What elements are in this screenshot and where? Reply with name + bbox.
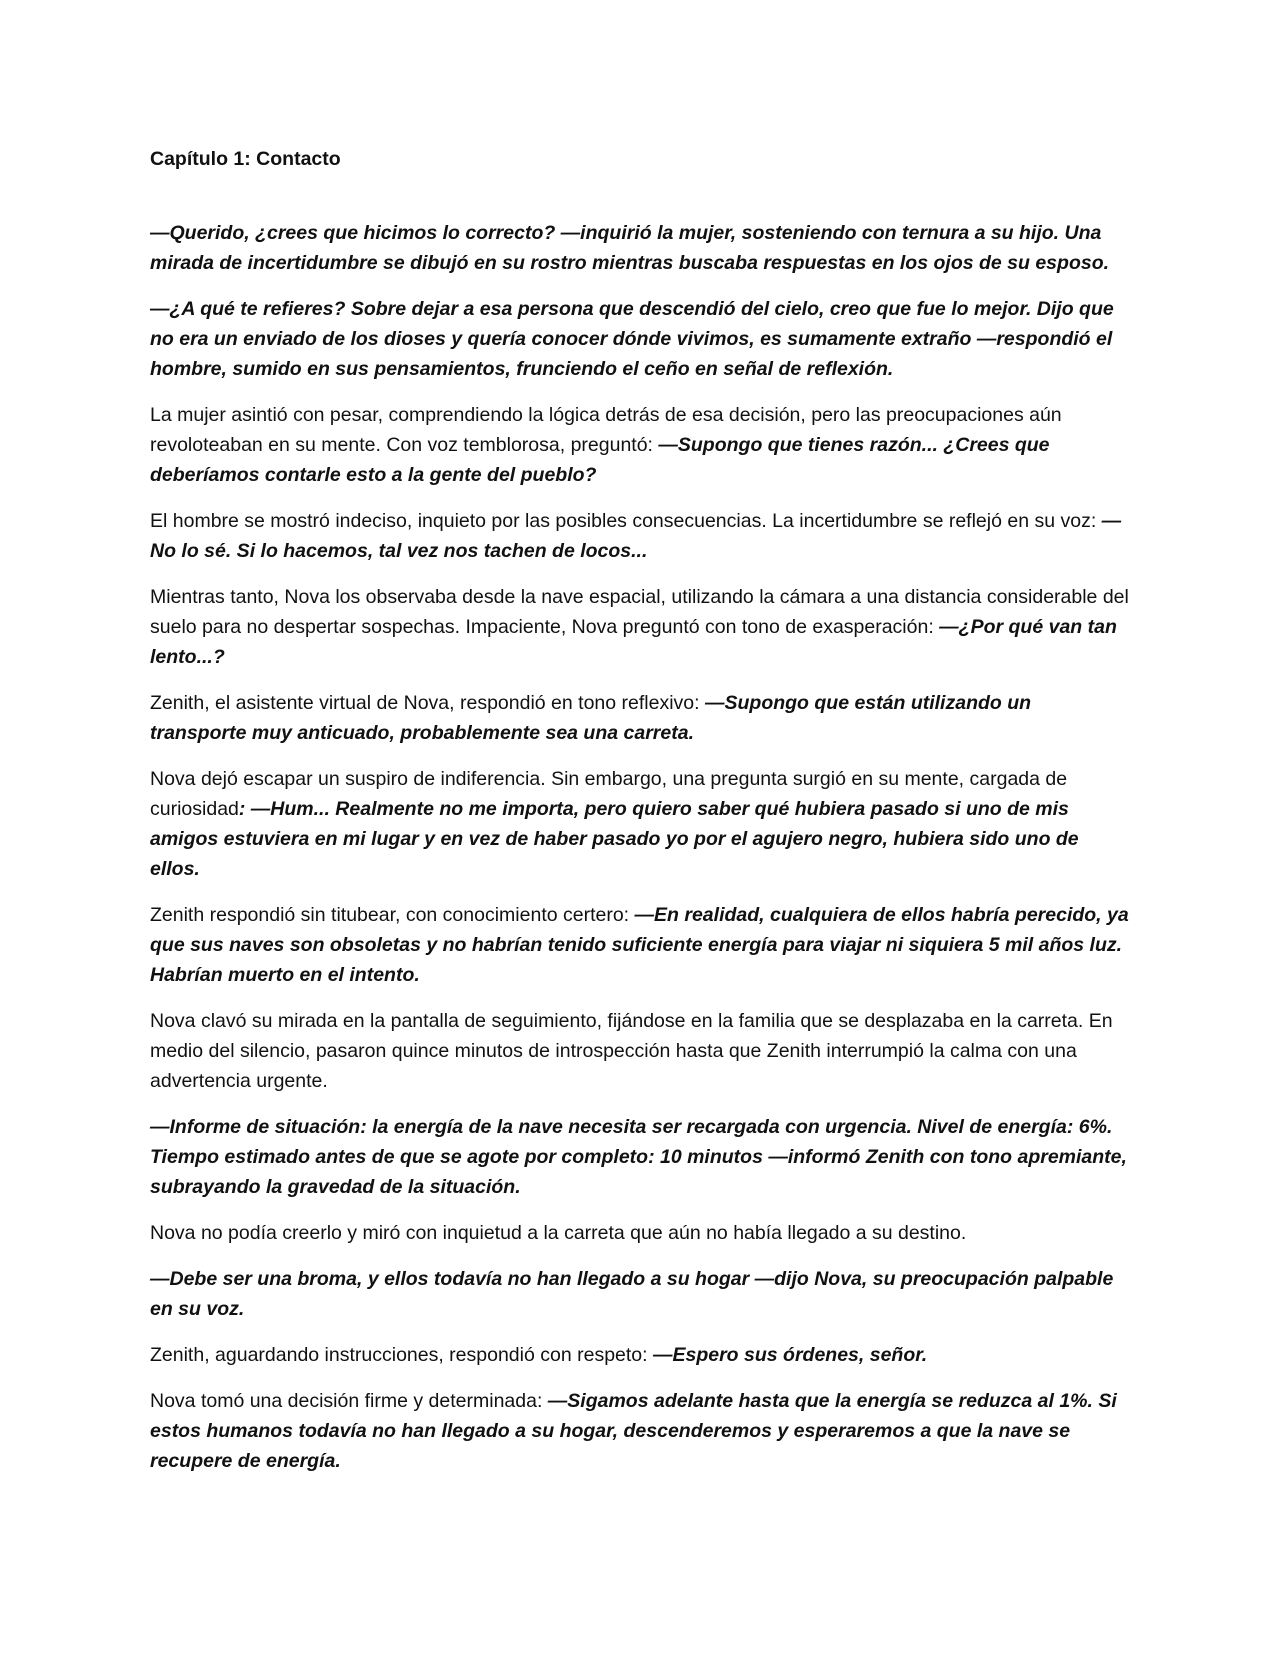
- dialogue-text: —Querido, ¿crees que hicimos lo correcto? —inquirió la mujer, sosteniendo con ternura a su hijo. Una mirada de incertidumbre se dibujó en su rostro mientras buscaba respuestas en los ojos de su esposo.: [150, 222, 1110, 274]
- paragraph: [150, 1218, 1130, 1248]
- narration-text: Nova no podía creerlo y miró con inquietud a la carreta que aún no había llegado a su destino.: [150, 1222, 967, 1244]
- narration-text: La mujer asintió con pesar, comprendiendo la lógica detrás de esa decisión, pero las preocupaciones aún revoloteaban en su mente. Con voz temblorosa, preguntó:: [150, 404, 1062, 456]
- narration-text: Zenith respondió sin titubear, con conocimiento certero:: [150, 904, 635, 926]
- paragraph: [150, 688, 1130, 748]
- narration-text: Mientras tanto, Nova los observaba desde la nave espacial, utilizando la cámara a una distancia considerable del suelo para no despertar sospechas. Impaciente, Nova preguntó con tono de exasperación:: [150, 586, 1129, 638]
- dialogue-text: —Espero sus órdenes, señor.: [652, 1344, 928, 1366]
- paragraph: [150, 1386, 1130, 1476]
- paragraph: [150, 506, 1130, 566]
- chapter-title: Capítulo 1: Contacto: [150, 148, 341, 170]
- dialogue-text: —Supongo que tienes razón... ¿Crees que deberíamos contarle esto a la gente del pueblo?: [150, 434, 1050, 486]
- paragraph: [150, 900, 1130, 990]
- narration-text: Nova dejó escapar un suspiro de indiferencia. Sin embargo, una pregunta surgió en su mente, cargada de curiosidad: [150, 768, 1068, 820]
- narration-text: El hombre se mostró indeciso, inquieto por las posibles consecuencias. La incertidumbre se reflejó en su voz:: [150, 510, 1102, 532]
- dialogue-text: —En realidad, cualquiera de ellos habría perecido, ya que sus naves son obsoletas y no habrían tenido suficiente energía para viajar ni siquiera 5 mil años luz. Habrían muerto en el intento.: [150, 904, 1129, 986]
- paragraph: [150, 1112, 1130, 1202]
- narration-text: Nova tomó una decisión firme y determinada:: [150, 1390, 548, 1412]
- narration-text: Zenith, el asistente virtual de Nova, respondió en tono reflexivo:: [150, 692, 705, 714]
- document-body: [150, 218, 1130, 1476]
- paragraph: [150, 1264, 1130, 1324]
- paragraph: [150, 400, 1130, 490]
- dialogue-text: —Supongo que están utilizando un transporte muy anticuado, probablemente sea una carreta.: [150, 692, 1032, 744]
- dialogue-text: : —Hum... Realmente no me importa, pero quiero saber qué hubiera pasado si uno de mis amigos estuviera en mi lugar y en vez de haber pasado yo por el agujero negro, hubiera sido uno de ellos.: [150, 798, 1079, 880]
- document-page: [150, 144, 1130, 1492]
- paragraph: [150, 582, 1130, 672]
- paragraph: [150, 294, 1130, 384]
- dialogue-text: —Sigamos adelante hasta que la energía se reduzca al 1%. Si estos humanos todavía no han llegado a su hogar, descenderemos y esperaremos a que la nave se recupere de energía.: [150, 1390, 1117, 1472]
- paragraph: [150, 218, 1130, 278]
- dialogue-text: —Informe de situación: la energía de la nave necesita ser recargada con urgencia. Nivel de energía: 6%. Tiempo estimado antes de que se agote por completo: 10 minutos —informó Zenith con tono apremiante, subrayando la gravedad de la situación.: [150, 1116, 1127, 1198]
- narration-text: Zenith, aguardando instrucciones, respondió con respeto:: [150, 1344, 653, 1366]
- paragraph: [150, 1340, 1130, 1370]
- paragraph: [150, 764, 1130, 884]
- dialogue-text: —No lo sé. Si lo hacemos, tal vez nos tachen de locos...: [150, 510, 1122, 562]
- dialogue-text: —¿Por qué van tan lento...?: [150, 616, 1117, 668]
- narration-text: Nova clavó su mirada en la pantalla de seguimiento, fijándose en la familia que se desplazaba en la carreta. En medio del silencio, pasaron quince minutos de introspección hasta que Zenith interrumpió la calma con una advertencia urgente.: [150, 1010, 1113, 1092]
- dialogue-text: —Debe ser una broma, y ellos todavía no han llegado a su hogar —dijo Nova, su preocupación palpable en su voz.: [150, 1268, 1114, 1320]
- paragraph: [150, 1006, 1130, 1096]
- dialogue-text: —¿A qué te refieres? Sobre dejar a esa persona que descendió del cielo, creo que fue lo mejor. Dijo que no era un enviado de los dioses y quería conocer dónde vivimos, es sumamente extraño —respondió el hombre, sumido en sus pensamientos, frunciendo el ceño en señal de reflexión.: [150, 298, 1114, 380]
